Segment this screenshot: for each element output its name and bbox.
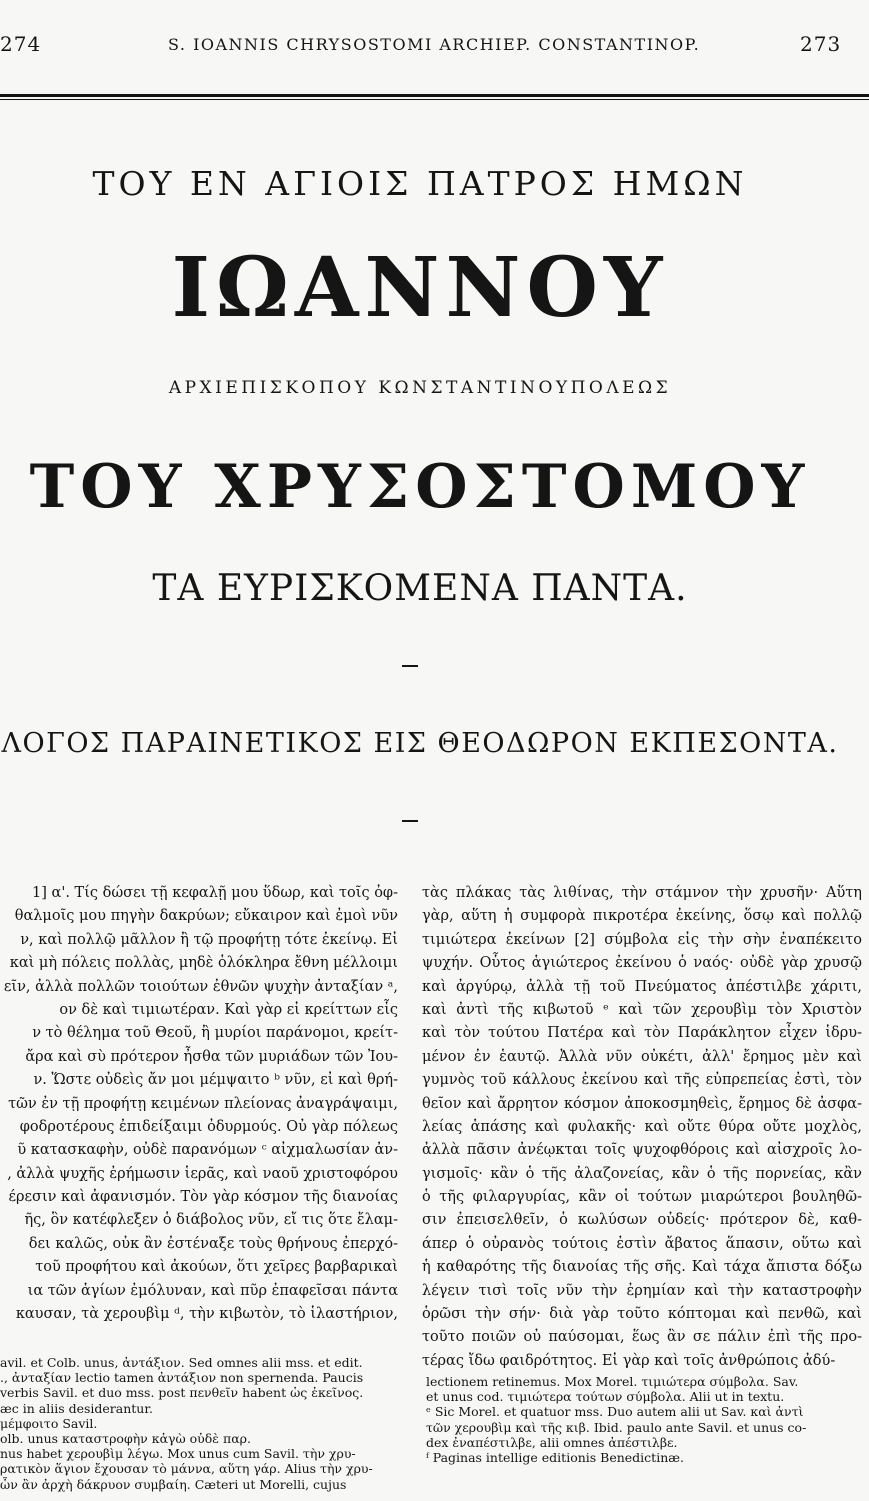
footnote-line: et unus cod. τιμιώτερα τούτων σύμβολα. Alii ut in textu. xyxy=(426,1389,785,1405)
text-line: 1] α'. Τίς δώσει τῇ κεφαλῇ μου ὕδωρ, καὶ τοῖς ὀφ- xyxy=(32,885,398,901)
text-line: τὰς πλάκας τὰς λιθίνας, τὴν στάμνον τὴν χρυσῆν· Αὕτη xyxy=(422,885,862,901)
text-line: τιμιώτερα ἐκείνων [2] σύμβολα εἰς τὴν σὴν ἐναπέκειτο xyxy=(422,931,862,948)
title-author-name: ΙΩΑΝΝΟΥ xyxy=(171,240,669,336)
text-line: ἀλλὰ πᾶσιν ἀνέῳκται τοῖς ψυχοφθόροις καὶ αἰσχροῖς λο- xyxy=(422,1142,862,1159)
text-line: τῶν ἐν τῇ προφήτῃ κειμένων πλείονας ἀναγράψαιμι, xyxy=(8,1095,398,1112)
text-line: έρεσιν καὶ ἀφανισμόν. Τὸν γὰρ κόσμον τῆς διανοίας xyxy=(8,1189,398,1206)
text-line: θεῖον καὶ ἄρρητον κόσμον ἀποκοσμηθεὶς, ἔρημος δὲ ἀσφα- xyxy=(422,1095,862,1112)
text-line: γὰρ, αὕτη ἡ συμφορὰ πικροτέρα ἐκείνης, ὅσῳ καὶ πολλῷ xyxy=(422,908,862,925)
text-line: τοῦτο ποιῶν οὐ παύσομαι, ἕως ἂν σε πάλιν ἐπὶ τῆς προ- xyxy=(422,1329,862,1346)
footnote-line: olb. unus καταστροφὴν κἀγὼ οὐδὲ παρ. xyxy=(0,1430,251,1446)
footnotes-left xyxy=(0,1355,402,1492)
running-head xyxy=(0,32,869,56)
footnote-line: æc in aliis desiderantur. xyxy=(0,1400,153,1416)
text-line: καὶ ἀργύρῳ, ἀλλὰ τῇ τοῦ Πνεύματος ἀπέστιλβε χάριτι, xyxy=(422,978,862,995)
text-line: ὁρῶσι τὴν σήν· διὰ γὰρ τοῦτο κόπτομαι καὶ πενθῶ, καὶ xyxy=(422,1306,862,1323)
footnotes-right xyxy=(426,1374,860,1465)
footnote-line: ᶠ Paginas intellige editionis Benedictinæ. xyxy=(426,1449,684,1465)
text-line: λέγειν τισὶ τοῖς νῦν τὴν ἐρημίαν καὶ τὴν καταστροφὴν xyxy=(422,1282,862,1299)
text-line: άπερ ὁ οὐρανὸς τούτοις ἐστὶν ἄβατος ἅπασιν, οὕτω καὶ xyxy=(422,1235,862,1252)
work-title: ΛΟΓΟΣ ΠΑΡΑΙΝΕΤΙΚΟΣ ΕΙΣ ΘΕΟΔΩΡΟΝ ΕΚΠΕΣΟΝΤΑ. xyxy=(1,728,839,759)
body-column-right xyxy=(422,882,862,1373)
text-line: ια τῶν ἁγίων ἐμόλυναν, καὶ πῦρ ἐπαφεῖσαι πάντα xyxy=(27,1282,398,1299)
text-line: ἄρα καὶ σὺ πρότερον ἦσθα τῶν μυριάδων τῶν Ἰου- xyxy=(25,1048,398,1065)
footnote-line: ., ἀνταξίαν lectio tamen ἀντάξιον non spernenda. Paucis xyxy=(0,1370,364,1386)
footnote-line: nus habet χερουβὶμ λέγω. Mox unus cum Savil. τὴν χρυ- xyxy=(0,1446,356,1462)
text-line: καὶ τὸν τούτου Πατέρα καὶ τὸν Παράκλητον εἶχεν ἱδρυ- xyxy=(422,1025,862,1042)
footnote-line: lectionem retinemus. Mox Morel. τιμιώτερα σύμβολα. Sav. xyxy=(426,1374,799,1389)
text-line: ἡ καθαρότης τῆς διανοίας τῆς σῆς. Καὶ τάχα ἄπιστα δόξω xyxy=(422,1259,862,1276)
title-line-1: ΤΟΥ ΕΝ ΑΓΙΟΙΣ ΠΑΤΡΟΣ ΗΜΩΝ xyxy=(92,164,748,203)
separator-dash xyxy=(402,665,418,667)
text-line: καὶ μὴ πόλεις πολλὰς, μηδὲ ὁλόκληρα ἔθνη μέλλοιμι xyxy=(9,955,398,972)
header-rule-thick xyxy=(0,94,869,97)
text-line: ψυχήν. Οὗτος ἁγιώτερος ἐκείνου ὁ ναός· οὐδὲ γὰρ χρυσῷ xyxy=(422,955,862,972)
text-line: τοῦ προφήτου καὶ ἀκούων, ὅτι χεῖρες βαρβαρικαὶ xyxy=(35,1259,398,1276)
body-column-left xyxy=(0,882,398,1326)
text-line: λείας ἁπάσης καὶ φυλακῆς· καὶ οὔτε θύρα οὔτε μοχλὸς, xyxy=(422,1118,862,1135)
text-line: τέρας ἴδω φαιδρότητος. Εἰ γὰρ καὶ τοῖς ἀνθρώποις ἀδύ- xyxy=(422,1352,836,1369)
title-line-3: ΑΡΧΙΕΠΙΣΚΟΠΟΥ ΚΩΝΣΤΑΝΤΙΝΟΥΠΟΛΕΩΣ xyxy=(168,378,672,398)
footnote-line: avil. et Colb. unus, ἀντάξιον. Sed omnes alii mss. et edit. xyxy=(0,1355,363,1370)
text-line: ν, καὶ πολλῷ μᾶλλον ἢ τῷ προφήτῃ τότε ἐκείνῳ. Εἰ xyxy=(20,931,398,948)
text-line: ον δὲ καὶ τιμιωτέραν. Καὶ γὰρ εἰ κρείττων εἷς xyxy=(59,1001,398,1018)
text-line: θαλμοῖς μου πηγὴν δακρύων; εὔκαιρον καὶ ἐμοὶ νῦν xyxy=(14,908,398,925)
text-line: φοδροτέρους ἐπιδείξαιμι ὀδυρμούς. Οὐ γὰρ πόλεως xyxy=(19,1118,398,1135)
text-line: ῦ κατασκαφὴν, οὐδὲ παρανόμων ᶜ αἰχμαλωσίαν ἀν- xyxy=(17,1142,398,1159)
text-line: μένον ἐν ἑαυτῷ. Ἀλλὰ νῦν οὐκέτι, ἀλλ' ἔρημος μὲν καὶ xyxy=(422,1048,862,1065)
footnote-line: τῶν χερουβὶμ καὶ τῆς κιβ. Ibid. paulo ante Savil. et unus co- xyxy=(426,1419,807,1435)
text-line: , ἀλλὰ ψυχῆς ἐρήμωσιν ἱερᾶς, καὶ ναοῦ χριστοφόρου xyxy=(7,1165,398,1182)
text-line: γυμνὸς τοῦ κάλλους ἐκείνου καὶ τῆς εὐπρεπείας ἐστὶ, τὸν xyxy=(422,1072,862,1089)
text-line: εῖν, ἀλλὰ πολλῶν τοιούτων ἐθνῶν ψυχὴν ἀνταξίαν ᵃ, xyxy=(3,978,398,995)
text-line: καὶ ἀντὶ τῆς κιβωτοῦ ᵉ καὶ τῶν χερουβὶμ τὸν Χριστὸν xyxy=(422,1001,862,1018)
header-rule-thin xyxy=(0,99,869,100)
footnote-line: μέμφοιτο Savil. xyxy=(0,1415,98,1431)
page-number-left: 274 xyxy=(0,32,42,56)
footnote-line: dex ἐναπέστιλβε, alii omnes ἀπέστιλβε. xyxy=(426,1434,678,1450)
footnote-line: ρατικὸν ἅγιον ἔχουσαν τὸ μάννα, αὕτη γάρ. Alius τὴν χρυ- xyxy=(0,1461,373,1477)
title-chrysostom: ΤΟΥ ΧΡΥΣΟΣΤΟΜΟΥ xyxy=(29,452,811,522)
text-line: ν. Ὥστε οὐδεὶς ἄν μοι μέμψαιτο ᵇ νῦν, εἰ καὶ θρή- xyxy=(33,1072,398,1089)
footnote-line: verbis Savil. et duo mss. post πενθεῖν habent ὡς ἐκεῖνος. xyxy=(0,1385,364,1401)
text-line: καυσαν, τὰ χερουβὶμ ᵈ, τὴν κιβωτὸν, τὸ ἱλαστήριον, xyxy=(15,1306,398,1323)
title-line-5: ΤΑ ΕΥΡΙΣΚΟΜΕΝΑ ΠΑΝΤΑ. xyxy=(152,568,688,609)
page-number-right: 273 xyxy=(800,32,842,56)
separator-dash xyxy=(402,820,418,822)
text-line: δει καλῶς, οὐκ ἂν ἐστέναξε τοὺς θρήνους ἐπερχό- xyxy=(28,1235,398,1252)
text-line: ῆς, ὃν κατέφλεξεν ὁ διάβολος νῦν, εἴ τις ὅτε ἔλαμ- xyxy=(24,1212,398,1229)
footnote-line: ᵉ Sic Morel. et quatuor mss. Duo autem alii ut Sav. καὶ ἀντὶ xyxy=(426,1404,804,1420)
text-line: ν τὸ θέλημα τοῦ Θεοῦ, ἢ μυρίοι παράνομοι, κρείτ- xyxy=(32,1025,398,1042)
text-line: σιν ἐπεισελθεῖν, ὁ κωλύσων οὐδείς· πρότερον δὲ, καθ- xyxy=(422,1212,862,1229)
text-line: ὁ τῆς φιλαργυρίας, κἂν οἱ τούτων μιαρώτεροι βουληθῶ- xyxy=(422,1189,862,1206)
text-line: γισμοῖς· κἂν ὁ τῆς ἀλαζονείας, κἂν ὁ τῆς πορνείας, κἂν xyxy=(422,1165,862,1182)
footnote-line: ὧν ἂν ἀρχὴ δάκρυον συμβαίη. Cæteri ut Morelli, cujus xyxy=(0,1476,347,1492)
running-title: S. IOANNIS CHRYSOSTOMI ARCHIEP. CONSTANTINOP. xyxy=(168,35,701,54)
